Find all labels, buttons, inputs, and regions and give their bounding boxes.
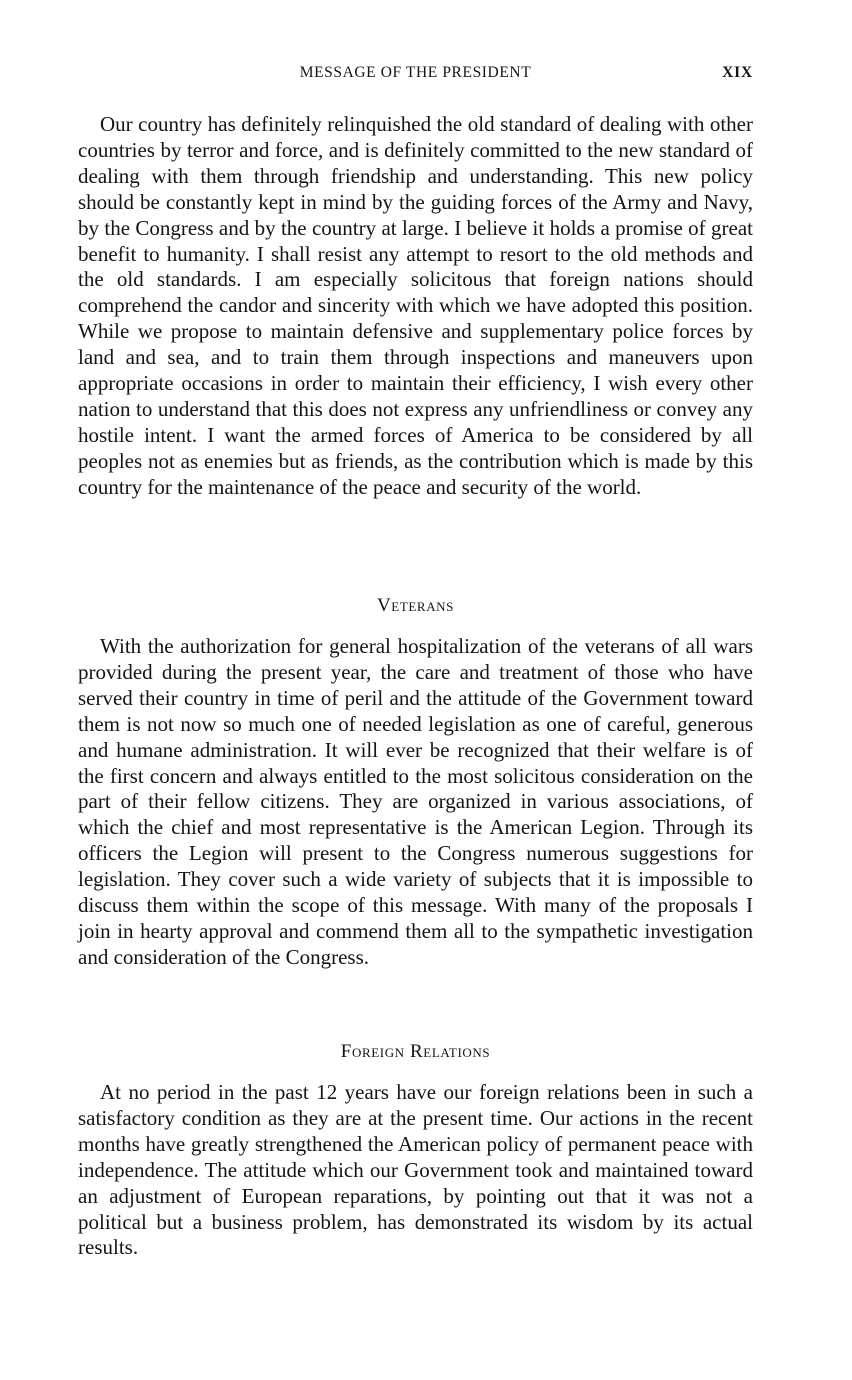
paragraph-foreign-relations: At no period in the past 12 years have our foreign relations been in such a satisfactory condition as they are at the present time. Our actions in the recent months have greatly strengthened the American policy of permanent peace with independence. The attitude which our Government took and maintained toward an adjustment of European reparations, by pointing out that it was not a political but a business problem, has demonstrated its wisdom by its actual results. <box>78 1080 753 1260</box>
section-armed-forces <box>78 112 753 501</box>
running-header <box>78 64 753 88</box>
heading-veterans: Veterans <box>376 595 455 616</box>
section-foreign-relations <box>78 1080 753 1261</box>
section-veterans <box>78 634 753 971</box>
heading-foreign-relations: Foreign Relations <box>340 1041 491 1062</box>
paragraph-armed-forces: Our country has definitely relinquished the old standard of dealing with other countries by terror and force, and is definitely committed to the new standard of dealing with them through friendship and understanding. This new policy should be constantly kept in mind by the guiding forces of the Army and Navy, by the Congress and by the country at large. I believe it holds a promise of great benefit to humanity. I shall resist any attempt to resort to the old methods and the old standards. I am especially solicitous that foreign nations should comprehend the candor and sincerity with which we have adopted this position. While we propose to maintain defensive and supplementary police forces by land and sea, and to train them through inspections and maneuvers upon appropriate occasions in order to maintain their efficiency, I wish every other nation to understand that this does not express any unfriendliness or convey any hostile intent. I want the armed forces of America to be considered by all peoples not as enemies but as friends, as the contribution which is made by this country for the maintenance of the peace and security of the world. <box>78 112 753 499</box>
paragraph-veterans: With the authorization for general hospitalization of the veterans of all wars provided during the present year, the care and treatment of those who have served their country in time of peril and the attitude of the Government toward them is not now so much one of needed legislation as one of careful, generous and humane administration. It will ever be recognized that their welfare is of the first concern and always entitled to the most solicitous consideration on the part of their fellow citizens. They are organized in various associations, of which the chief and most representative is the American Legion. Through its officers the Legion will present to the Congress numerous suggestions for legislation. They cover such a wide variety of subjects that it is impossible to discuss them within the scope of this message. With many of the proposals I join in hearty approval and commend them all to the sympathetic investigation and consideration of the Congress. <box>78 634 753 969</box>
header-title: MESSAGE OF THE PRESIDENT <box>299 64 532 81</box>
page-number: XIX <box>722 64 753 81</box>
